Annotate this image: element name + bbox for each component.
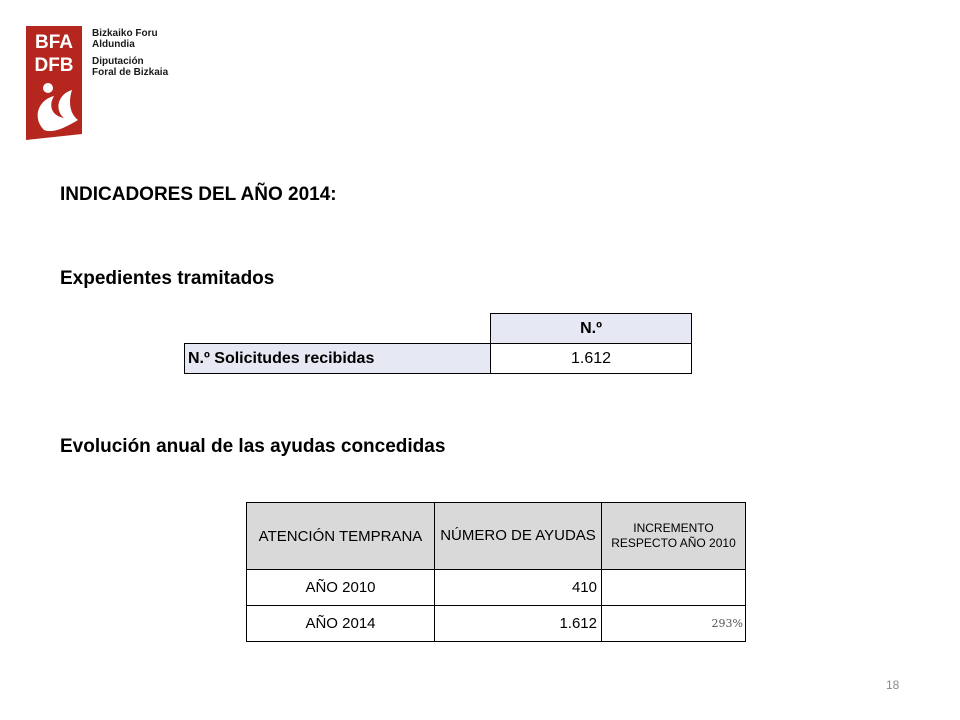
header-atencion-temprana: ATENCIÓN TEMPRANA [247,503,435,570]
row-label: N.º Solicitudes recibidas [185,344,491,374]
section-heading-expedientes: Expedientes tramitados [60,268,275,289]
year-label: AÑO 2014 [247,606,435,642]
column-header: N.º [491,314,692,344]
year-label: AÑO 2010 [247,570,435,606]
table-row [185,344,692,374]
ayudas-table [246,502,746,642]
increment-value: 293% [602,606,746,642]
header-incremento: INCREMENTO RESPECTO AÑO 2010 [602,503,746,570]
empty-corner-cell [185,314,491,344]
logo-line: Diputación [92,56,144,67]
table-header-row [247,503,746,570]
page-title: INDICADORES DEL AÑO 2014: [60,184,337,205]
logo-emblem [24,22,84,144]
logo-line: Aldundia [92,39,135,50]
table-row [247,570,746,606]
ayudas-count: 410 [435,570,602,606]
table-row [247,606,746,642]
row-value: 1.612 [491,344,692,374]
logo-line: Foral de Bizkaia [92,67,169,78]
bfa-dfb-logo [24,22,174,150]
page-number: 18 [886,678,900,692]
header-numero-ayudas: NÚMERO DE AYUDAS [435,503,602,570]
increment-value [602,570,746,606]
logo-org-name [92,28,168,78]
section-heading-evolucion: Evolución anual de las ayudas concedidas [60,436,446,457]
logo-abbr-top: BFA [35,32,73,53]
logo-line: Bizkaiko Foru [92,28,158,39]
ayudas-count: 1.612 [435,606,602,642]
table-header-row [185,314,692,344]
logo-abbr-bottom: DFB [34,55,74,76]
solicitudes-table [184,313,692,374]
